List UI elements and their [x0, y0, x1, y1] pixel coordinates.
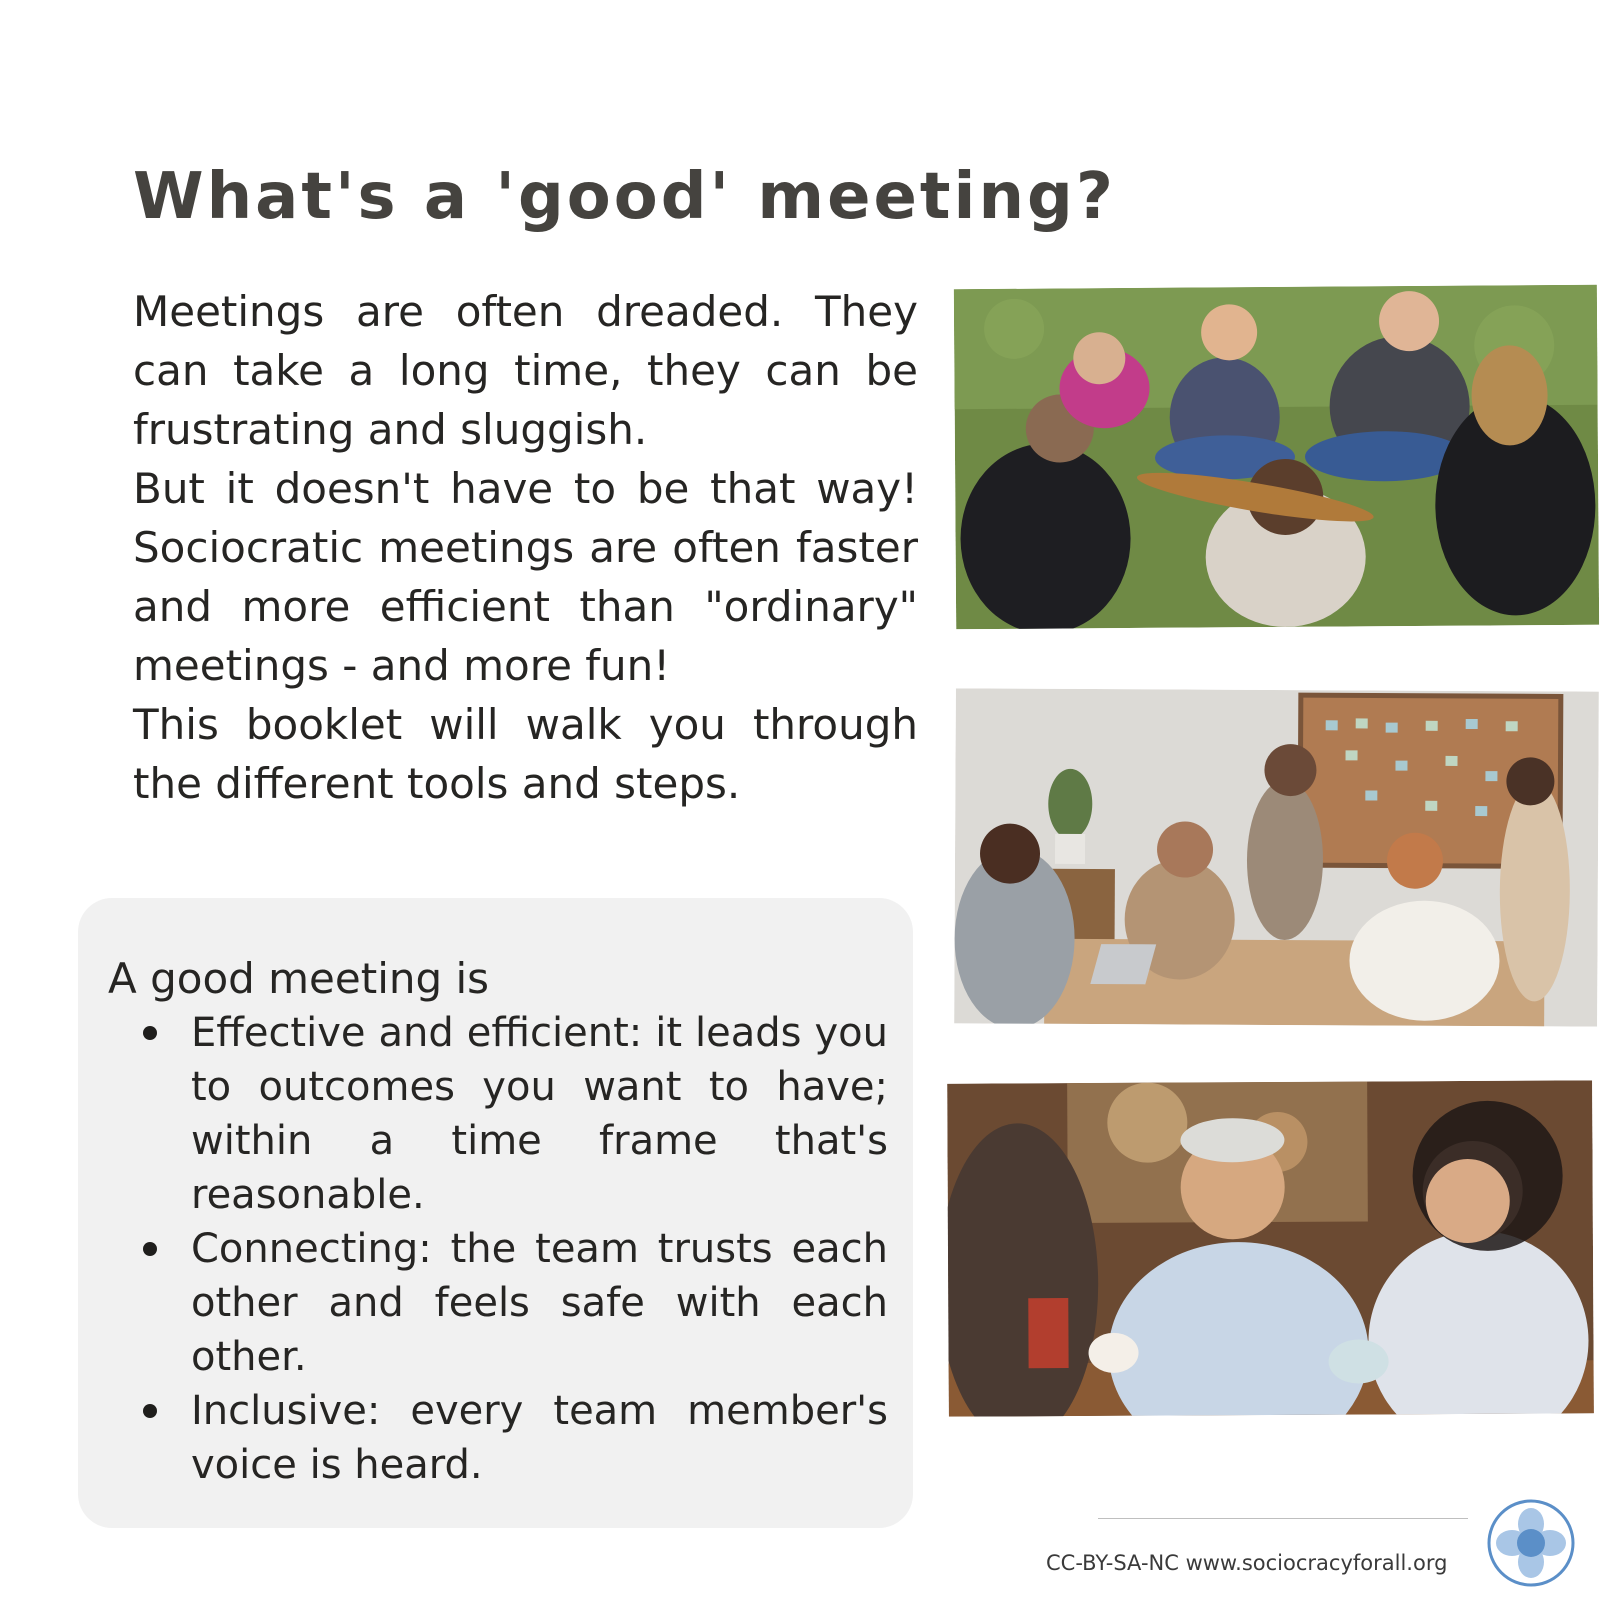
license-text: CC-BY-SA-NC www.sociocracyforall.org	[1046, 1551, 1448, 1575]
list-item-text: Connecting: the team trusts each other and feels safe with each other.	[191, 1226, 888, 1380]
list-item	[123, 1384, 888, 1492]
intro-paragraph: This booklet will walk you through the different tools and steps.	[133, 700, 918, 808]
bullet-icon	[143, 1404, 157, 1418]
bullet-icon	[143, 1242, 157, 1256]
page-title: What's a 'good' meeting?	[133, 160, 1116, 234]
bullet-icon	[143, 1026, 157, 1040]
intro-paragraph: Meetings are often dreaded. They can take a long time, they can be frustrating and sluggish.	[133, 287, 918, 454]
photo-group-on-grass	[954, 285, 1599, 629]
photo-cafe-conversation	[947, 1080, 1594, 1416]
criteria-list	[123, 1006, 888, 1492]
panel-lead: A good meeting is	[108, 954, 490, 1003]
list-item-text: Effective and efficient: it leads you to outcomes you want to have; within a time frame that's reasonable.	[191, 1010, 888, 1218]
list-item-text: Inclusive: every team member's voice is heard.	[191, 1388, 888, 1488]
good-meeting-panel	[78, 898, 913, 1528]
list-item	[123, 1222, 888, 1384]
footer-divider	[1098, 1518, 1468, 1519]
photo-office-meeting	[954, 688, 1599, 1026]
list-item	[123, 1006, 888, 1222]
intro-text	[133, 282, 918, 813]
intro-paragraph: But it doesn't have to be that way! Sociocratic meetings are often faster and more efficient than "ordinary" meetings - and more fun!	[133, 464, 918, 690]
sociocracy-logo-icon	[1486, 1498, 1576, 1588]
